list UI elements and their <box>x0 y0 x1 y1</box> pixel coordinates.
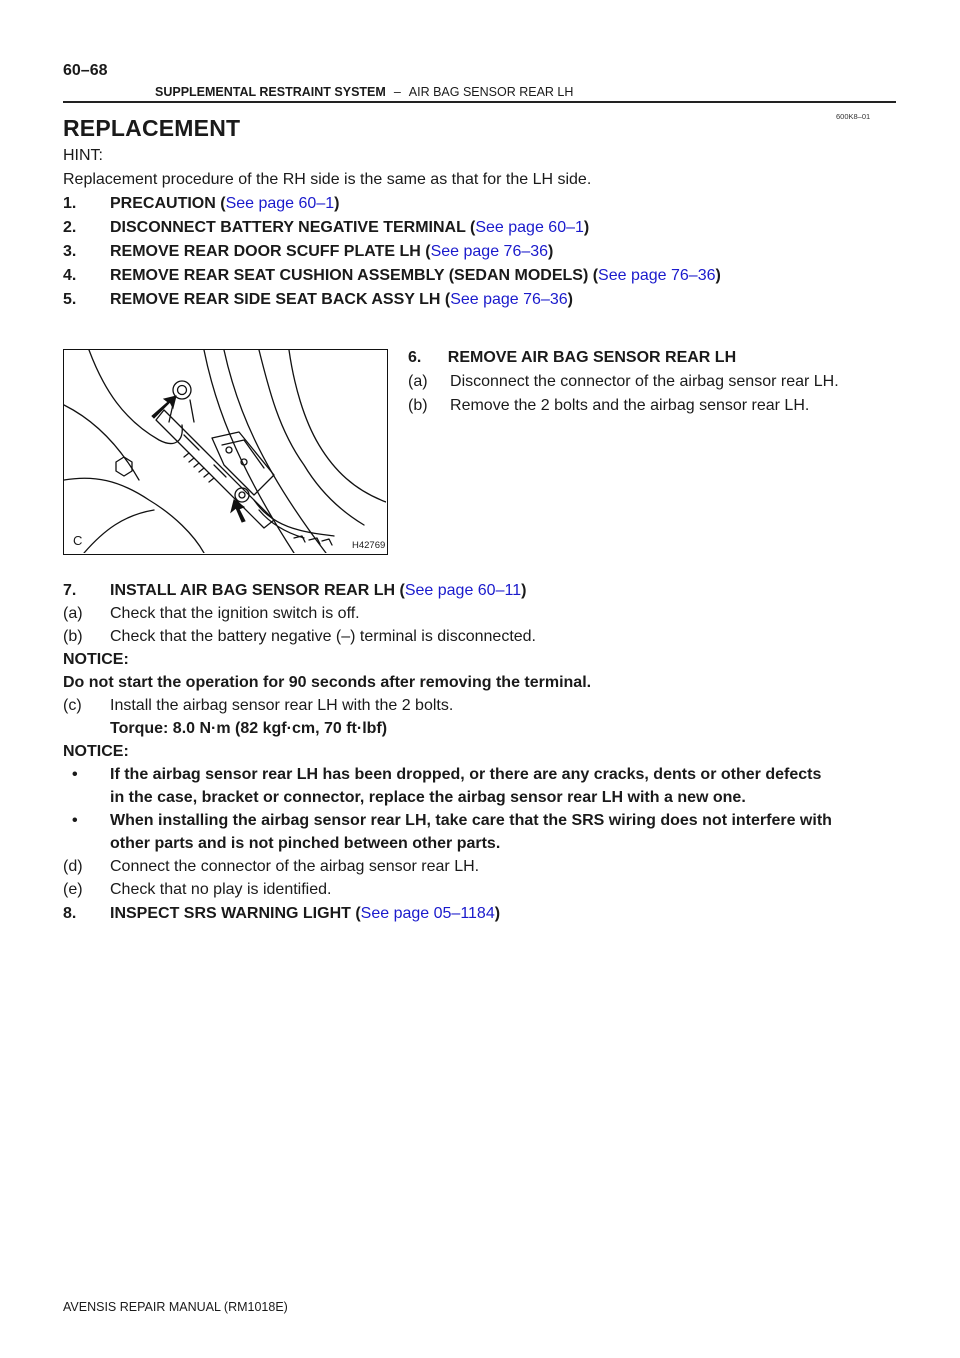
substep-text: Install the airbag sensor rear LH with the 2 bolts. <box>110 697 454 714</box>
step-number: 1. <box>63 195 77 212</box>
step-8 <box>63 904 500 924</box>
substep-label: (b) <box>408 397 428 414</box>
step-7 <box>63 581 526 601</box>
step-2 <box>63 218 589 238</box>
link-see-page[interactable]: See page 05–1184 <box>360 905 495 922</box>
step-1 <box>63 194 339 214</box>
link-see-page[interactable]: See page 76–36 <box>598 267 716 284</box>
step-close-paren: ) <box>567 291 573 308</box>
hint-text: Replacement procedure of the RH side is the same as that for the LH side. <box>63 171 592 188</box>
step-text: INSPECT SRS WARNING LIGHT ( <box>110 905 361 922</box>
step-6b <box>408 396 809 416</box>
step-7b <box>63 627 536 647</box>
step-number: 8. <box>63 905 77 922</box>
substep-text: Check that no play is identified. <box>110 881 332 898</box>
notice-label: NOTICE: <box>63 651 129 668</box>
step-4 <box>63 266 721 286</box>
substep-text: Remove the 2 bolts and the airbag sensor rear LH. <box>450 397 810 414</box>
hint-label: HINT: <box>63 147 103 164</box>
step-number: 3. <box>63 243 77 260</box>
figure-code: H42769 <box>352 540 386 551</box>
substep-label: (a) <box>408 373 428 390</box>
notice-bullet-2-line-2: other parts and is not pinched between other parts. <box>110 835 501 852</box>
figure-corner-label: C <box>73 533 83 548</box>
step-number: 6. <box>408 349 422 366</box>
substep-label: (e) <box>63 881 83 898</box>
substep-text: Check that the ignition switch is off. <box>110 605 360 622</box>
notice-bullet-2-line-1: When installing the airbag sensor rear LH, take care that the SRS wiring does not interfere with <box>110 812 832 829</box>
step-close-paren: ) <box>334 195 340 212</box>
link-see-page[interactable]: See page 60–11 <box>404 582 522 599</box>
substep-text: Connect the connector of the airbag sensor rear LH. <box>110 858 480 875</box>
bullet-icon: • <box>72 766 78 783</box>
step-text: REMOVE REAR SEAT CUSHION ASSEMBLY (SEDAN MODELS) ( <box>110 267 599 284</box>
header-section: SUPPLEMENTAL RESTRAINT SYSTEM <box>155 85 386 99</box>
page-title: REPLACEMENT <box>63 115 241 141</box>
step-7d <box>63 857 479 877</box>
step-number: 4. <box>63 267 77 284</box>
arrow-upper <box>152 396 176 418</box>
link-see-page[interactable]: See page 76–36 <box>450 291 568 308</box>
step-text: INSTALL AIR BAG SENSOR REAR LH ( <box>110 582 405 599</box>
substep-text: Check that the battery negative (–) terminal is disconnected. <box>110 628 536 645</box>
step-text: REMOVE AIR BAG SENSOR REAR LH <box>447 349 737 366</box>
step-text: REMOVE REAR SIDE SEAT BACK ASSY LH ( <box>110 291 451 308</box>
link-see-page[interactable]: See page 60–1 <box>225 195 335 212</box>
step-close-paren: ) <box>583 219 590 236</box>
step-5 <box>63 290 573 310</box>
running-header <box>155 85 573 99</box>
sensor-diagram-svg <box>64 350 386 553</box>
step-close-paren: ) <box>715 267 721 284</box>
header-rule <box>63 101 896 103</box>
substep-text: Disconnect the connector of the airbag sensor rear LH. <box>450 373 839 390</box>
step-number: 5. <box>63 291 77 308</box>
header-separator: – <box>393 85 401 99</box>
document-code: 600K8–01 <box>836 112 871 121</box>
step-7c <box>63 696 453 716</box>
step-6a <box>408 372 839 392</box>
step-text: DISCONNECT BATTERY NEGATIVE TERMINAL ( <box>110 219 476 236</box>
notice-text: Do not start the operation for 90 seconds after removing the terminal. <box>63 674 592 691</box>
step-6 <box>408 348 736 368</box>
bullet-icon: • <box>72 812 78 829</box>
substep-label: (a) <box>63 605 83 622</box>
step-close-paren: ) <box>521 582 527 599</box>
link-see-page[interactable]: See page 76–36 <box>430 243 549 260</box>
step-close-paren: ) <box>494 905 501 922</box>
step-text: REMOVE REAR DOOR SCUFF PLATE LH ( <box>110 243 431 260</box>
substep-label: (c) <box>63 697 82 714</box>
substep-label: (d) <box>63 858 83 875</box>
step-number: 7. <box>63 582 77 599</box>
step-number: 2. <box>63 219 77 236</box>
arrow-lower <box>231 500 245 522</box>
step-3 <box>63 242 553 262</box>
step-7a <box>63 604 360 624</box>
torque-spec: Torque: 8.0 N·m (82 kgf·cm, 70 ft·lbf) <box>110 720 388 737</box>
notice-bullet-1-line-1: If the airbag sensor rear LH has been dropped, or there are any cracks, dents or other defects <box>110 766 822 783</box>
link-see-page[interactable]: See page 60–1 <box>475 219 584 236</box>
header-subsection: AIR BAG SENSOR REAR LH <box>408 85 574 99</box>
step-close-paren: ) <box>548 243 554 260</box>
page-number: 60–68 <box>63 62 108 79</box>
notice-bullet-1-line-2: in the case, bracket or connector, replace the airbag sensor rear LH with a new one. <box>110 789 746 806</box>
footer: AVENSIS REPAIR MANUAL (RM1018E) <box>63 1300 288 1314</box>
sensor-illustration <box>63 349 388 555</box>
step-7e <box>63 880 331 900</box>
substep-label: (b) <box>63 628 83 645</box>
notice-label: NOTICE: <box>63 743 129 760</box>
step-text: PRECAUTION ( <box>110 195 226 212</box>
